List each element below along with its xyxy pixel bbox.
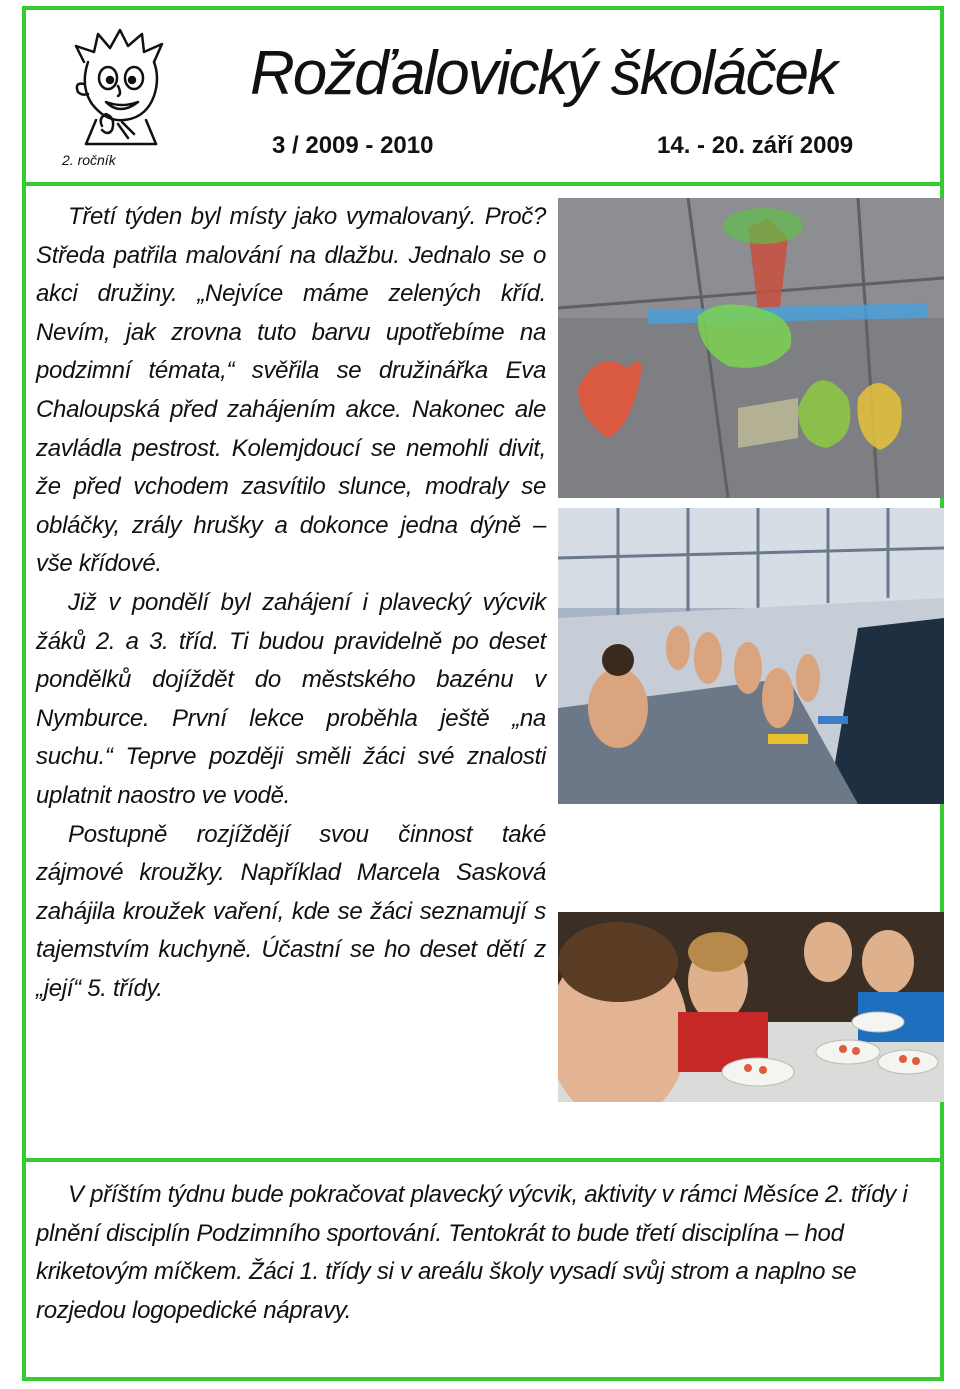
article-column <box>36 198 546 1008</box>
article-paragraph: Postupně rozjíždějí svou činnost také zájmové kroužky. Například Marcela Sasková zahájila kroužek vaření, kde se žáci seznamují s tajemstvím kuchyně. Účastní se ho deset dětí z „její“ 5. třídy. <box>36 820 546 1002</box>
article-paragraph: Již v pondělí byl zahájení i plavecký výcvik žáků 2. a 3. tříd. Ti budou pravidelně po deset pondělků dojíždět do městského bazénu v Nymburce. První lekce proběhla ještě „na suchu.“ Teprve později směli žáci své znalosti uplatnit naostro ve vodě. <box>36 588 546 809</box>
header-divider <box>22 182 944 186</box>
boy-mascot-icon <box>58 26 186 150</box>
footer-divider <box>22 1158 944 1162</box>
newsletter-title: Rožďalovický školáček <box>250 39 836 108</box>
photo-chalk-drawings <box>558 198 944 498</box>
issue-date: 14. - 20. září 2009 <box>657 132 854 159</box>
grade-label: 2. ročník <box>62 152 116 168</box>
photo-swimming-pool <box>558 508 944 804</box>
photo-cooking-club <box>558 912 944 1102</box>
issue-number: 3 / 2009 - 2010 <box>272 132 434 159</box>
footer-paragraph: V příštím týdnu bude pokračovat plavecký výcvik, aktivity v rámci Měsíce 2. třídy i plnění disciplín Podzimního sportování. Tentokrát to bude třetí disciplína – hod kriketovým míčkem. Žáci 1. třídy si v areálu školy vysadí svůj strom a naplno se rozjedou logopedické nápravy. <box>36 1181 908 1324</box>
article-paragraph: Třetí týden byl místy jako vymalovaný. Proč? Středa patřila malování na dlažbu. Jednalo se o akci družiny. „Nejvíce máme zelených kříd. Nevím, jak zrovna tuto barvu upotřebíme na podzimní témata,“ svěřila se družinářka Eva Chaloupská před zahájením akce. Nakonec ale zavládla pestrost. Kolemjdoucí se nemohli divit, že před vchodem zasvítilo slunce, modraly se obláčky, zrály hrušky a dokonce jedna dýně – vše křídové. <box>36 203 546 578</box>
footer-note <box>36 1176 928 1330</box>
